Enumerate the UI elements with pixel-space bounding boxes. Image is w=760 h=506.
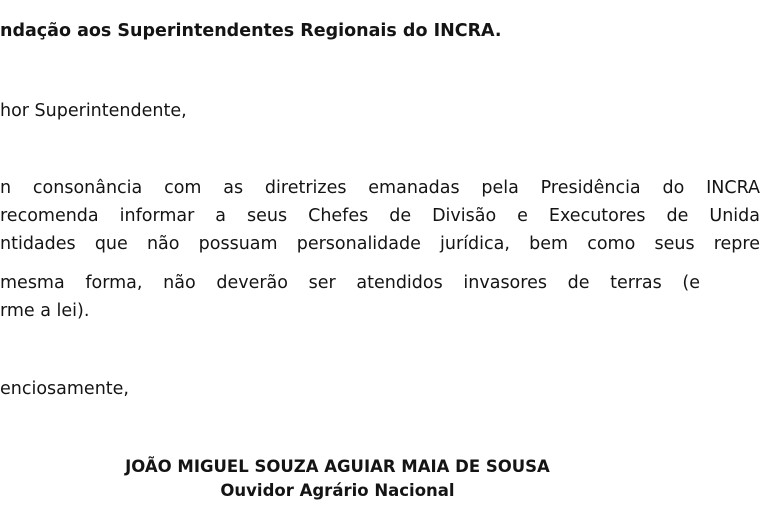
- salutation: hor Superintendente,: [0, 101, 187, 121]
- document-heading: ndação aos Superintendentes Regionais do INCRA.: [0, 21, 502, 41]
- paragraph-2-line-1: mesma forma, não deverão ser atendidos invasores de terras (e: [0, 273, 700, 293]
- signatory-title: Ouvidor Agrário Nacional: [220, 481, 455, 500]
- closing: enciosamente,: [0, 379, 129, 399]
- paragraph-1-line-2: recomenda informar a seus Chefes de Divisão e Executores de Unida: [0, 206, 760, 226]
- signatory-name: JOÃO MIGUEL SOUZA AGUIAR MAIA DE SOUSA: [125, 457, 550, 476]
- paragraph-2-line-2: rme a lei).: [0, 301, 90, 321]
- paragraph-1-line-3: ntidades que não possuam personalidade jurídica, bem como seus repre: [0, 234, 760, 254]
- paragraph-1-line-1: n consonância com as diretrizes emanadas pela Presidência do INCRA: [0, 178, 760, 198]
